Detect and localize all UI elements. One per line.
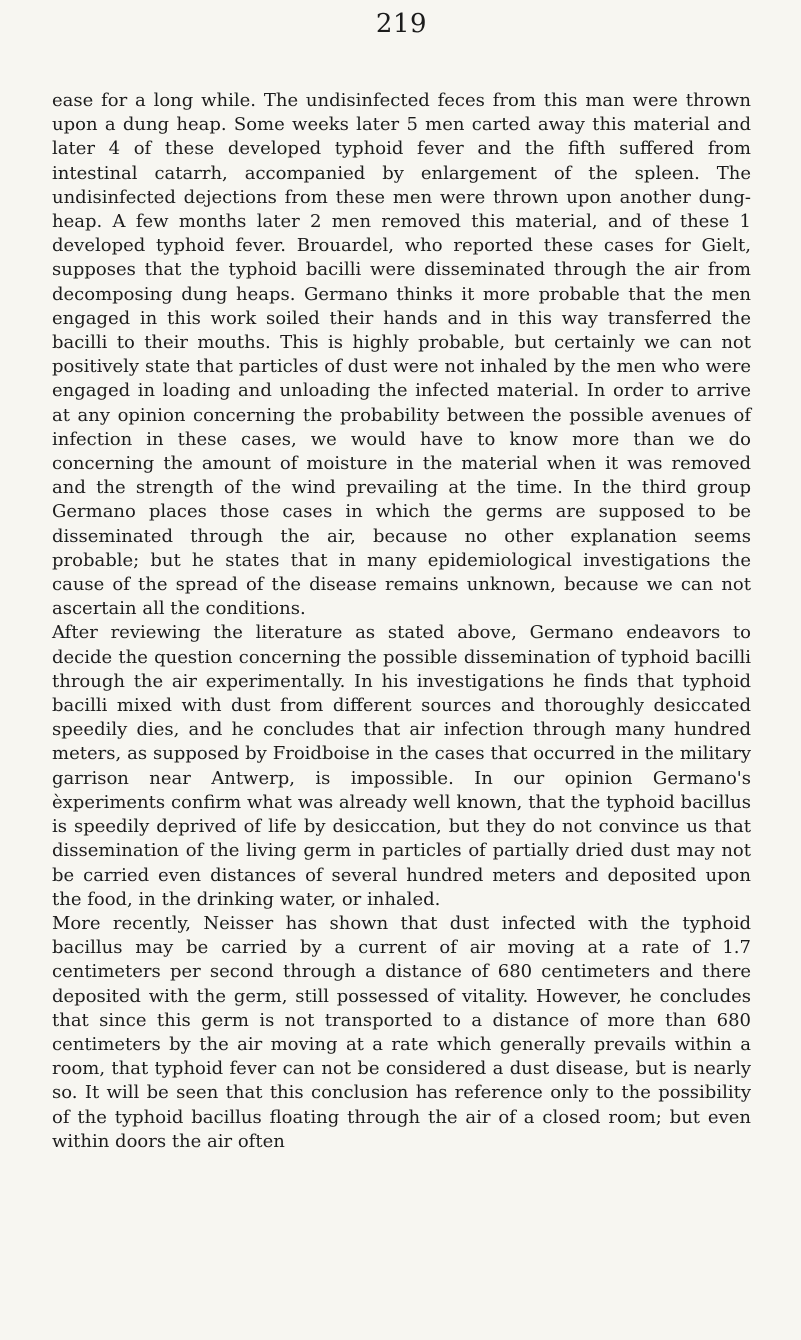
paragraph-3: More recently, Neisser has shown that dust infected with the typhoid bacillus may be carried by a current of air moving at a rate of 1.7 centimeters per second through a distance of 680 centimeters and there deposited with the germ, still possessed of vitality. However, he concludes that since this germ is not transported to a distance of more than 680 centimeters by the air moving at a rate which generally prevails within a room, that typhoid fever can not be considered a dust disease, but is nearly so. It will be seen that this conclusion has reference only to the possibility of the typhoid bacillus floating through the air of a closed room; but even within doors the air often: [52, 912, 751, 1152]
paragraph-2: After reviewing the literature as stated above, Germano endeavors to decide the question concerning the possible dissemination of typhoid bacilli through the air experimentally. In his investigations he finds that typhoid bacilli mixed with dust from different sources and thoroughly desiccated speedily dies, and he concludes that air infection through many hundred meters, as supposed by Froidboise in the cases that occurred in the military garrison near Antwerp, is impossible. In our opinion Germano's èxperiments confirm what was already well known, that the typhoid bacillus is speedily deprived of life by desiccation, but they do not convince us that dissemination of the living germ in particles of partially dried dust may not be carried even distances of several hundred meters and deposited upon the food, in the drinking water, or inhaled.: [52, 622, 751, 910]
body-text: [52, 89, 751, 1154]
paragraph-1: ease for a long while. The undisinfected feces from this man were thrown upon a dung heap. Some weeks later 5 men carted away this material and later 4 of these developed typhoid fever and the fifth suffered from intestinal catarrh, accompanied by enlargement of the spleen. The undisinfected dejections from these men were thrown upon another dung-heap. A few months later 2 men removed this material, and of these 1 developed typhoid fever. Brouardel, who reported these cases for Gielt, supposes that the typhoid bacilli were disseminated through the air from decomposing dung heaps. Germano thinks it more probable that the men engaged in this work soiled their hands and in this way transferred the bacilli to their mouths. This is highly probable, but certainly we can not positively state that particles of dust were not inhaled by the men who were engaged in loading and unloading the infected material. In order to arrive at any opinion concerning the probability between the possible avenues of infection in these cases, we would have to know more than we do concerning the amount of moisture in the material when it was removed and the strength of the wind prevailing at the time. In the third group Germano places those cases in which the germs are supposed to be disseminated through the air, because no other explanation seems probable; but he states that in many epidemiological investigations the cause of the spread of the disease remains unknown, because we can not ascertain all the conditions.: [52, 90, 751, 620]
page-number: 219: [375, 9, 428, 39]
